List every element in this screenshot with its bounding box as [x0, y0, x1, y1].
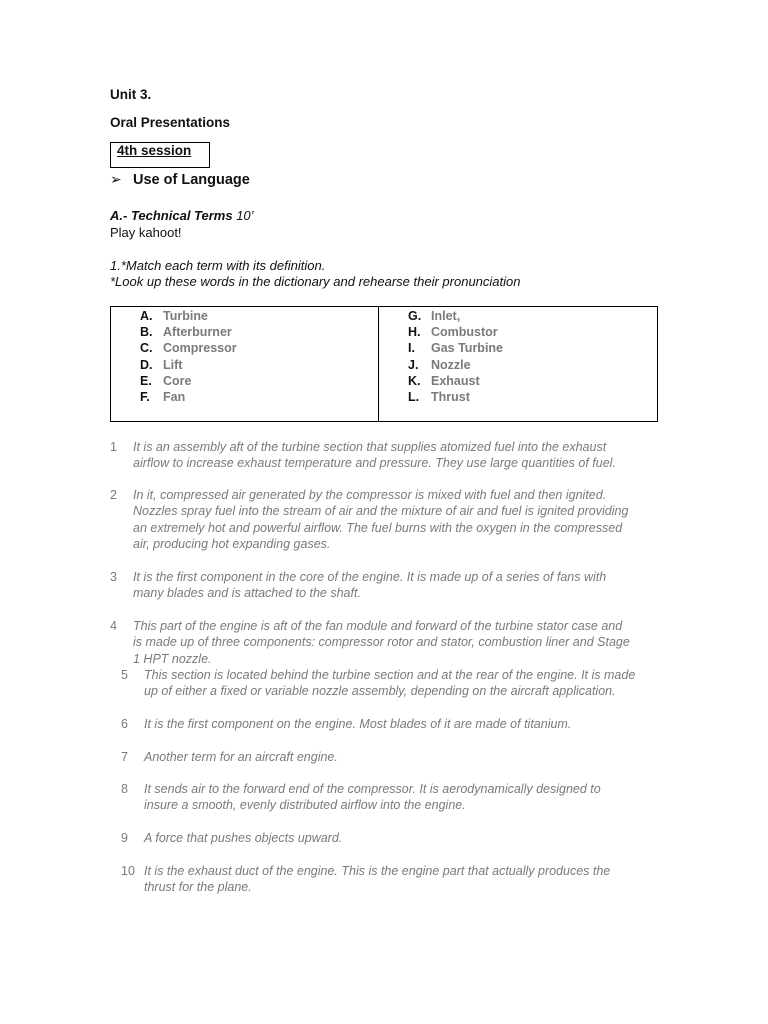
- term-letter: H.: [408, 325, 421, 340]
- term-letter: E.: [140, 373, 152, 388]
- definition-line: It is an assembly aft of the turbine section that supplies atomized fuel into the exhaust: [133, 440, 607, 454]
- definition-number: 4: [110, 619, 117, 633]
- definition-line: This part of the engine is aft of the fan module and forward of the turbine stator case and: [133, 619, 623, 633]
- term-letter: J.: [408, 357, 419, 372]
- definition-text: [133, 618, 630, 667]
- definition-text: [144, 830, 342, 846]
- term-item: [140, 373, 191, 389]
- definition-text: [144, 781, 601, 814]
- term-item: [408, 373, 480, 389]
- term-item: [140, 324, 232, 340]
- definition-number: 10: [121, 864, 135, 878]
- definition-text: [133, 487, 628, 553]
- definition-line: Nozzles spray fuel into the stream of air and the mixture of air and fuel is ignited providing: [133, 504, 629, 519]
- term-item: [140, 389, 185, 405]
- definition-line: It is the exhaust duct of the engine. This is the engine part that actually produces the: [144, 864, 611, 878]
- term-item: [408, 308, 460, 324]
- term-item: [140, 308, 208, 324]
- definition-line: 1 HPT nozzle.: [133, 651, 212, 666]
- definition-line: airflow to increase exhaust temperature and pressure. They use large quantities of fuel.: [133, 456, 616, 471]
- term-item: [140, 357, 182, 373]
- play-kahoot: Play kahoot!: [110, 225, 182, 240]
- term-name: Fan: [163, 390, 186, 404]
- definition-number: 8: [121, 782, 128, 796]
- definition-line: many blades and is attached to the shaft.: [133, 586, 361, 601]
- definition-line: It sends air to the forward end of the compressor. It is aerodynamically designed to: [144, 782, 601, 796]
- definition-line: Another term for an aircraft engine.: [144, 750, 338, 764]
- term-item: [408, 389, 470, 405]
- term-item: [140, 340, 237, 356]
- instruction-lookup: *Look up these words in the dictionary and rehearse their pronunciation: [110, 274, 521, 289]
- activity-title-label: A.- Technical Terms: [110, 208, 233, 223]
- term-name: Lift: [163, 357, 183, 372]
- definition-number: 6: [121, 717, 128, 731]
- definition-text: [144, 716, 571, 732]
- definition-text: [144, 863, 610, 896]
- term-name: Core: [163, 373, 192, 388]
- definition-number: 3: [110, 570, 117, 584]
- definition-number: 7: [121, 750, 128, 764]
- term-name: Gas Turbine: [431, 341, 504, 356]
- instruction-match: 1.*Match each term with its definition.: [110, 258, 326, 273]
- definition-text: [144, 667, 635, 700]
- term-letter: I.: [408, 341, 415, 356]
- definition-line: It is the first component in the core of the engine. It is made up of a series of fans with: [133, 570, 607, 584]
- definition-number: 9: [121, 831, 128, 845]
- term-item: [408, 357, 471, 373]
- unit-heading: Unit 3.: [110, 87, 152, 102]
- definition-line: an extremely hot and powerful airflow. The fuel burns with the oxygen in the compressed: [133, 520, 623, 535]
- definition-text: [144, 749, 338, 765]
- term-item: [408, 340, 503, 356]
- definition-line: thrust for the plane.: [144, 880, 252, 895]
- term-name: Nozzle: [431, 357, 471, 372]
- term-letter: C.: [140, 341, 153, 356]
- section-title: Use of Language: [133, 172, 250, 188]
- session-label: 4th session: [117, 143, 192, 158]
- term-name: Exhaust: [431, 373, 480, 388]
- term-name: Compressor: [163, 341, 237, 356]
- definition-line: air, producing hot expanding gases.: [133, 537, 331, 552]
- term-item: [408, 324, 498, 340]
- definition-line: In it, compressed air generated by the compressor is mixed with fuel and then ignited.: [133, 488, 607, 502]
- activity-time: 10’: [232, 208, 254, 223]
- term-name: Turbine: [163, 309, 208, 323]
- definition-number: 2: [110, 488, 117, 502]
- definition-line: This section is located behind the turbine section and at the rear of the engine. It is made: [144, 668, 636, 682]
- term-name: Thrust: [431, 390, 470, 404]
- definition-line: is made up of three components: compressor rotor and stator, combustion liner and Stage: [133, 635, 630, 650]
- definition-text: [133, 439, 616, 472]
- term-name: Afterburner: [163, 325, 232, 340]
- definition-line: insure a smooth, evenly distributed airflow into the engine.: [144, 798, 466, 813]
- topic-heading: Oral Presentations: [110, 115, 231, 130]
- term-name: Combustor: [431, 325, 498, 340]
- definition-line: up of either a fixed or variable nozzle assembly, depending on the aircraft application.: [144, 684, 616, 699]
- arrow-bullet-icon: ➢: [110, 171, 122, 187]
- term-letter: K.: [408, 373, 421, 388]
- term-name: Inlet,: [431, 309, 461, 323]
- activity-title: [110, 208, 254, 223]
- term-letter: F.: [140, 390, 150, 404]
- definition-text: [133, 569, 606, 602]
- definition-line: It is the first component on the engine. Most blades of it are made of titanium.: [144, 717, 572, 731]
- term-letter: G.: [408, 309, 422, 323]
- term-letter: B.: [140, 325, 153, 340]
- definition-number: 5: [121, 668, 128, 682]
- definition-number: 1: [110, 440, 117, 454]
- term-letter: L.: [408, 390, 420, 404]
- term-letter: A.: [140, 309, 153, 323]
- definition-line: A force that pushes objects upward.: [144, 831, 343, 845]
- term-letter: D.: [140, 357, 153, 372]
- terms-table-divider: [378, 306, 379, 422]
